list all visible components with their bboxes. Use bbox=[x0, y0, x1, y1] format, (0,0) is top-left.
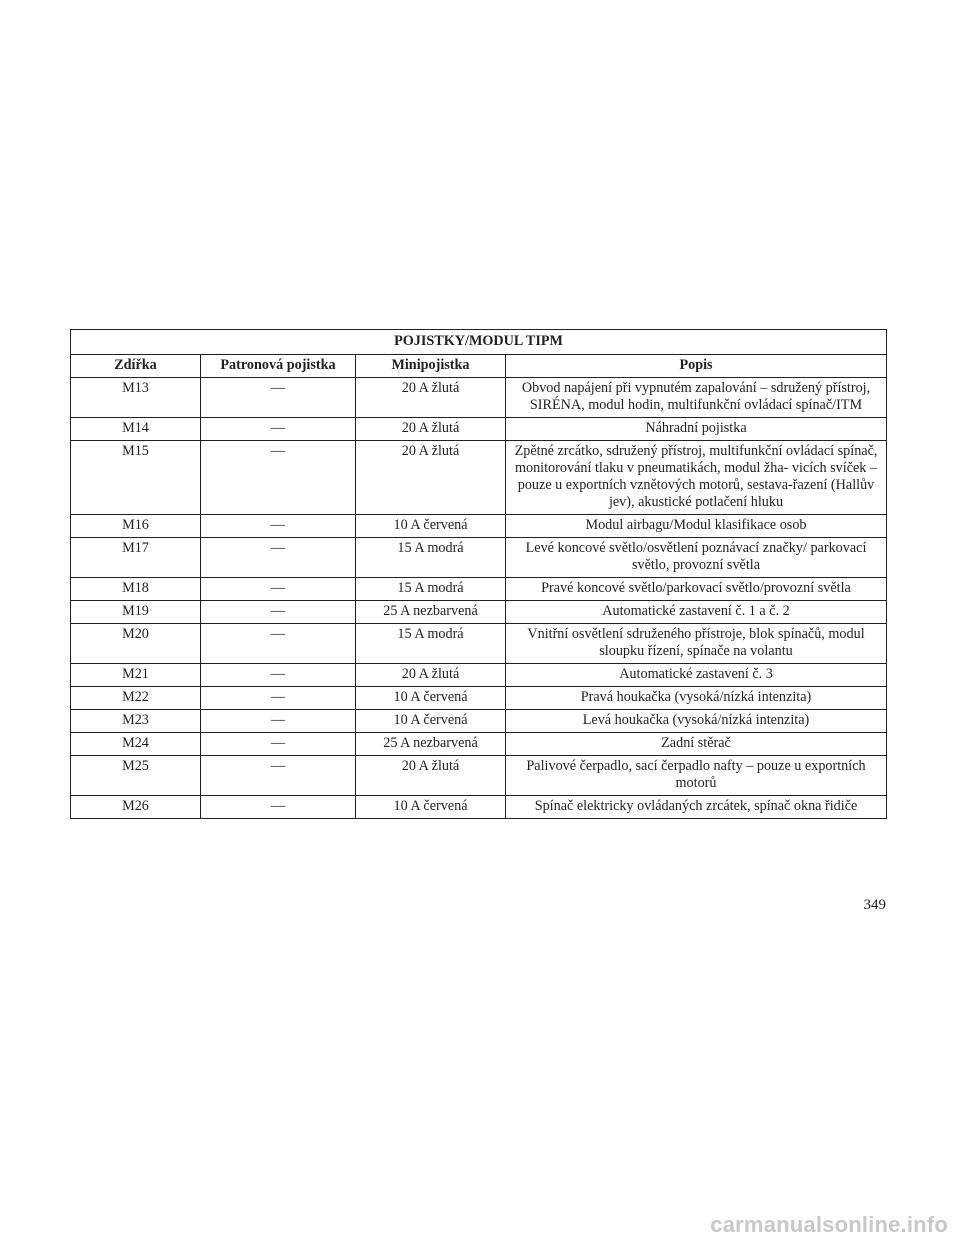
description-cell: Modul airbagu/Modul klasifikace osob bbox=[506, 515, 887, 538]
page-number: 349 bbox=[863, 897, 886, 913]
table-row bbox=[71, 378, 887, 418]
mini-fuse-cell: 20 A žlutá bbox=[356, 756, 506, 796]
slot-cell: M20 bbox=[71, 624, 201, 664]
description-cell: Automatické zastavení č. 3 bbox=[506, 664, 887, 687]
cartridge-fuse-cell: — bbox=[201, 578, 356, 601]
description-cell: Automatické zastavení č. 1 a č. 2 bbox=[506, 601, 887, 624]
header-mini-fuse: Minipojistka bbox=[356, 355, 506, 378]
mini-fuse-cell: 20 A žlutá bbox=[356, 441, 506, 515]
mini-fuse-cell: 15 A modrá bbox=[356, 578, 506, 601]
watermark: carmanualsonline.info bbox=[710, 1212, 948, 1237]
table-row bbox=[71, 756, 887, 796]
slot-cell: M14 bbox=[71, 418, 201, 441]
cartridge-fuse-cell: — bbox=[201, 601, 356, 624]
cartridge-fuse-cell: — bbox=[201, 710, 356, 733]
table-row bbox=[71, 710, 887, 733]
table-row bbox=[71, 418, 887, 441]
mini-fuse-cell: 10 A červená bbox=[356, 710, 506, 733]
description-cell: Pravá houkačka (vysoká/nízká intenzita) bbox=[506, 687, 887, 710]
description-cell: Zpětné zrcátko, sdružený přístroj, multifunkční ovládací spínač, monitorování tlaku v pneumatikách, modul žha- vicích svíček – pouze u exportních vznětových motorů, sestava-řazení (Hallův jev), akustické potlačení hluku bbox=[506, 441, 887, 515]
cartridge-fuse-cell: — bbox=[201, 756, 356, 796]
slot-cell: M16 bbox=[71, 515, 201, 538]
table-row bbox=[71, 796, 887, 819]
slot-cell: M18 bbox=[71, 578, 201, 601]
description-cell: Zadní stěrač bbox=[506, 733, 887, 756]
mini-fuse-cell: 15 A modrá bbox=[356, 624, 506, 664]
table-row bbox=[71, 441, 887, 515]
mini-fuse-cell: 10 A červená bbox=[356, 687, 506, 710]
mini-fuse-cell: 10 A červená bbox=[356, 796, 506, 819]
slot-cell: M23 bbox=[71, 710, 201, 733]
slot-cell: M15 bbox=[71, 441, 201, 515]
mini-fuse-cell: 25 A nezbarvená bbox=[356, 601, 506, 624]
table-title: POJISTKY/MODUL TIPM bbox=[71, 330, 887, 355]
mini-fuse-cell: 10 A červená bbox=[356, 515, 506, 538]
cartridge-fuse-cell: — bbox=[201, 538, 356, 578]
mini-fuse-cell: 25 A nezbarvená bbox=[356, 733, 506, 756]
table-row bbox=[71, 733, 887, 756]
slot-cell: M19 bbox=[71, 601, 201, 624]
table-row bbox=[71, 664, 887, 687]
cartridge-fuse-cell: — bbox=[201, 796, 356, 819]
description-cell: Obvod napájení při vypnutém zapalování – sdružený přístroj, SIRÉNA, modul hodin, multifunkční ovládací spínač/ITM bbox=[506, 378, 887, 418]
mini-fuse-cell: 15 A modrá bbox=[356, 538, 506, 578]
description-cell: Levá houkačka (vysoká/nízká intenzita) bbox=[506, 710, 887, 733]
mini-fuse-cell: 20 A žlutá bbox=[356, 418, 506, 441]
description-cell: Spínač elektricky ovládaných zrcátek, spínač okna řidiče bbox=[506, 796, 887, 819]
table-row bbox=[71, 624, 887, 664]
header-cartridge-fuse: Patronová pojistka bbox=[201, 355, 356, 378]
cartridge-fuse-cell: — bbox=[201, 515, 356, 538]
cartridge-fuse-cell: — bbox=[201, 687, 356, 710]
table-row bbox=[71, 578, 887, 601]
cartridge-fuse-cell: — bbox=[201, 418, 356, 441]
header-description: Popis bbox=[506, 355, 887, 378]
description-cell: Pravé koncové světlo/parkovací světlo/provozní světla bbox=[506, 578, 887, 601]
header-slot: Zdířka bbox=[71, 355, 201, 378]
cartridge-fuse-cell: — bbox=[201, 378, 356, 418]
table-row bbox=[71, 538, 887, 578]
table-row bbox=[71, 601, 887, 624]
slot-cell: M13 bbox=[71, 378, 201, 418]
table-title-row bbox=[71, 330, 887, 355]
cartridge-fuse-cell: — bbox=[201, 664, 356, 687]
table-body bbox=[71, 378, 887, 819]
description-cell: Levé koncové světlo/osvětlení poznávací značky/ parkovací světlo, provozní světla bbox=[506, 538, 887, 578]
cartridge-fuse-cell: — bbox=[201, 624, 356, 664]
description-cell: Vnitřní osvětlení sdruženého přístroje, blok spínačů, modul sloupku řízení, spínače na volantu bbox=[506, 624, 887, 664]
slot-cell: M26 bbox=[71, 796, 201, 819]
cartridge-fuse-cell: — bbox=[201, 733, 356, 756]
cartridge-fuse-cell: — bbox=[201, 441, 356, 515]
table-header-row bbox=[71, 355, 887, 378]
mini-fuse-cell: 20 A žlutá bbox=[356, 664, 506, 687]
table-row bbox=[71, 687, 887, 710]
mini-fuse-cell: 20 A žlutá bbox=[356, 378, 506, 418]
slot-cell: M22 bbox=[71, 687, 201, 710]
fuse-table bbox=[70, 329, 887, 819]
slot-cell: M21 bbox=[71, 664, 201, 687]
slot-cell: M24 bbox=[71, 733, 201, 756]
table-row bbox=[71, 515, 887, 538]
slot-cell: M17 bbox=[71, 538, 201, 578]
description-cell: Palivové čerpadlo, sací čerpadlo nafty – pouze u exportních motorů bbox=[506, 756, 887, 796]
description-cell: Náhradní pojistka bbox=[506, 418, 887, 441]
slot-cell: M25 bbox=[71, 756, 201, 796]
